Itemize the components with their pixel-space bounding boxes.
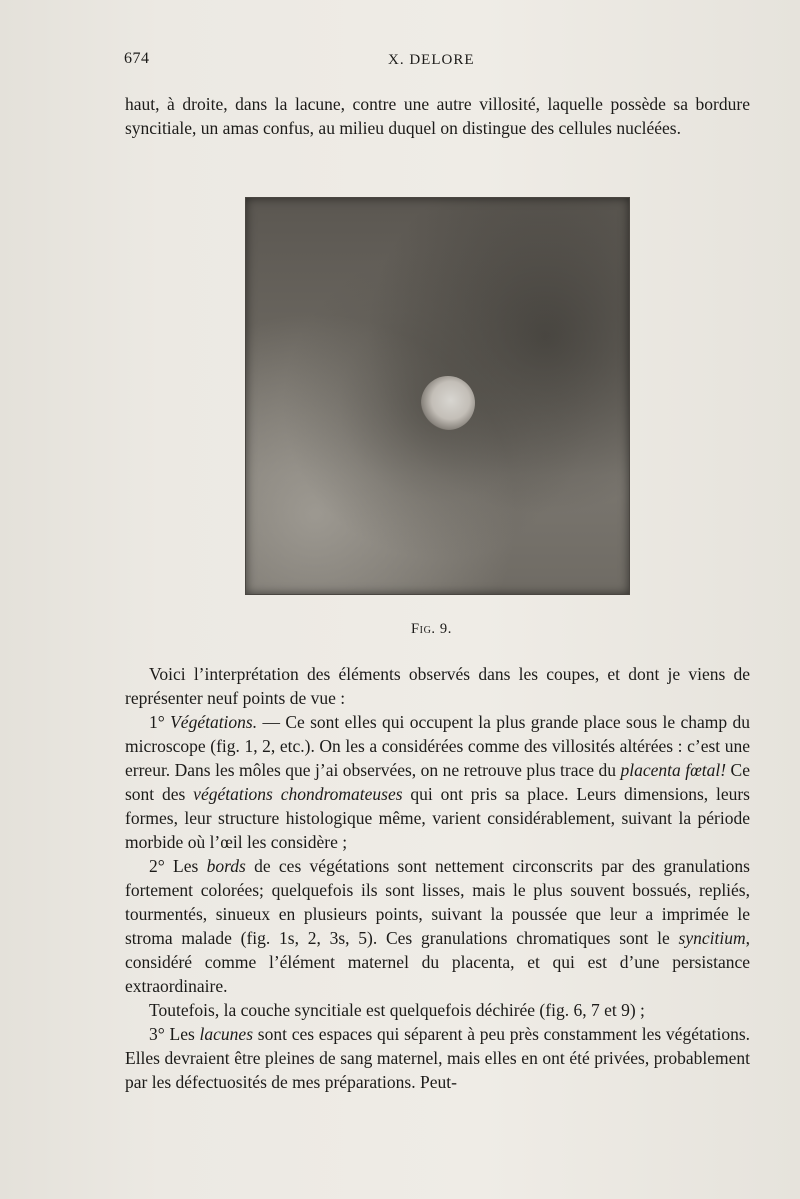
page-header: [120, 50, 760, 74]
figure-micrograph: [245, 197, 630, 595]
paragraph-3: [125, 854, 750, 998]
intro-paragraph: [125, 92, 750, 140]
paragraph-3-prefix: 2° Les: [149, 856, 207, 876]
paragraph-5-prefix: 3° Les: [149, 1024, 200, 1044]
body-text: [125, 662, 750, 1094]
paragraph-2-suffix: qui ont pris sa place. Leurs dimensions, leurs formes, leur structure histologique même, varient considérablement, suivant la période morbide où l’œil les considère ;: [125, 784, 750, 852]
paragraph-2-italic-3: végétations chondromateuses: [193, 784, 403, 804]
paragraph-2: [125, 710, 750, 854]
paragraph-2-prefix: 1°: [149, 712, 171, 732]
paragraph-1: [125, 662, 750, 710]
figure-caption: Fig. 9.: [411, 621, 452, 637]
intro-text: haut, à droite, dans la lacune, contre une autre villosité, laquelle possède sa bordure syncitiale, un amas confus, au milieu duquel on distingue des cellules nucléées.: [125, 94, 750, 138]
paragraph-2-italic-2: placenta fœtal!: [620, 760, 727, 780]
paragraph-4: [125, 998, 750, 1022]
paragraph-1-text: Voici l’interprétation des éléments observés dans les coupes, et dont je viens de représenter neuf points de vue :: [125, 664, 750, 708]
paragraph-5: [125, 1022, 750, 1094]
page-number: 674: [124, 50, 150, 67]
paragraph-2-middle-2: Ce sont des: [125, 760, 750, 804]
paragraph-3-italic-1: bords: [206, 856, 246, 876]
paragraph-3-middle: de ces végétations sont nettement circonscrits par des granulations fortement colorées; quelquefois ils sont lisses, mais le plus souvent bossués, repliés, tourmentés, sinueux en plusieurs points, suivant la poussée que leur a imprimée le stroma malade (fig. 1s, 2, 3s, 5). Ces granulations chromatiques sont le: [125, 856, 750, 948]
paragraph-5-italic-1: lacunes: [199, 1024, 254, 1044]
paragraph-3-italic-2: syncitium: [678, 928, 746, 948]
running-head: X. DELORE: [388, 52, 475, 68]
paragraph-4-text: Toutefois, la couche syncitiale est quelquefois déchirée (fig. 6, 7 et 9) ;: [149, 1000, 645, 1020]
paragraph-3-suffix: , considéré comme l’élément maternel du placenta, et qui est d’une persistance extraordinaire.: [125, 928, 750, 996]
paragraph-5-suffix: sont ces espaces qui séparent à peu près constamment les végétations. Elles devraient être pleines de sang maternel, mais elles en ont été privées, probablement par les défectuosités de mes préparations. Peut-: [125, 1024, 751, 1092]
paragraph-2-middle: — Ce sont elles qui occupent la plus grande place sous le champ du microscope (fig. 1, 2, etc.). On les a considérées comme des villosités altérées : c’est une erreur. Dans les môles que j’ai observées, on ne retrouve plus trace du: [125, 712, 750, 780]
paragraph-2-italic-1: Végétations.: [170, 712, 258, 732]
